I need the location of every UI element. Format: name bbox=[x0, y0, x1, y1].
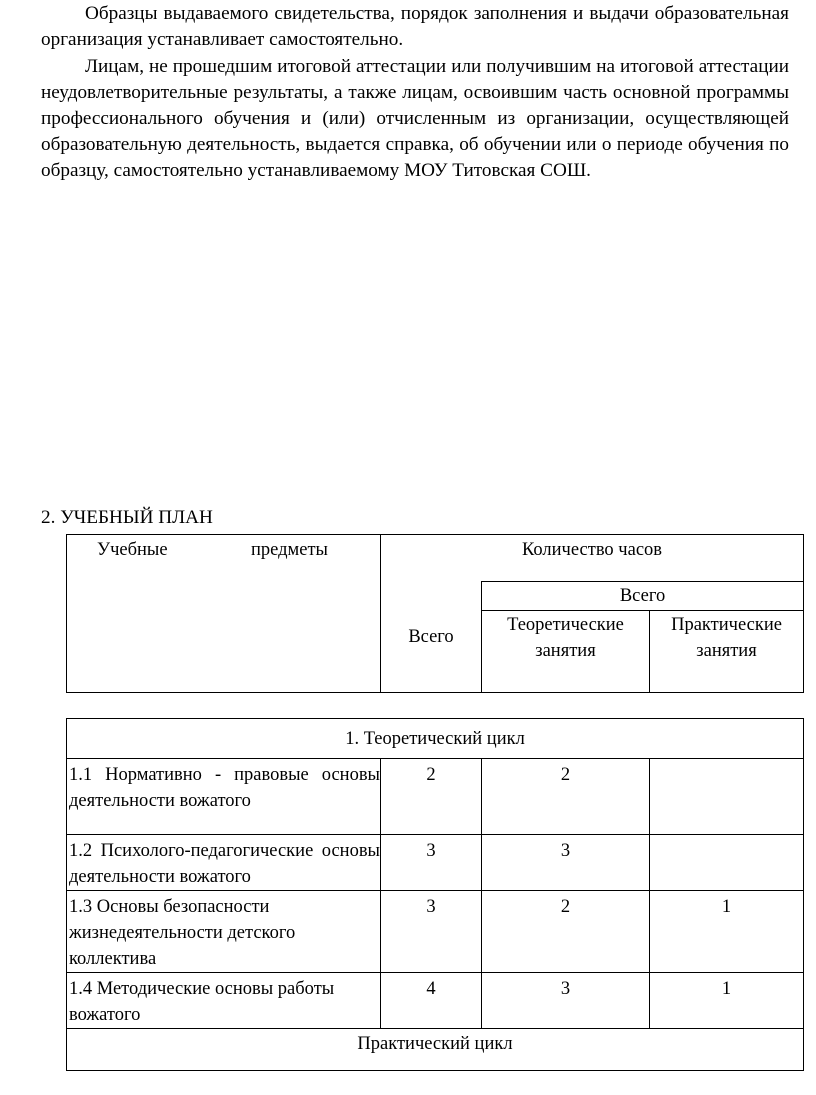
row-practice: 1 bbox=[650, 891, 804, 973]
row-theory: 3 bbox=[482, 835, 650, 891]
row-name: 1.3 Основы безопасности жизнедеятельности детского коллектива bbox=[67, 891, 381, 973]
table-row bbox=[67, 973, 804, 1029]
row-theory: 2 bbox=[482, 759, 650, 835]
intro-paragraph-2: Лицам, не прошедшим итоговой аттестации или получившим на итоговой аттестации неудовлетворительные результаты, а также лицам, освоившим часть основной программы профессионального обучения и (или) отчисленным из организации, осуществляющей образовательную деятельность, выдается справка, об обучении или о периоде обучения по образцу, самостоятельно устанавливаемому МОУ Титовская СОШ. bbox=[41, 56, 789, 181]
row-theory: 2 bbox=[482, 891, 650, 973]
row-name: 1.4 Методические основы работы вожатого bbox=[67, 973, 381, 1029]
plan-header-table bbox=[66, 534, 804, 693]
table-row bbox=[67, 835, 804, 891]
section-title: 2. УЧЕБНЫЙ ПЛАН bbox=[41, 507, 213, 528]
header-hours: Количество часов bbox=[381, 535, 804, 582]
header-total: Всего bbox=[381, 582, 482, 693]
row-practice bbox=[650, 759, 804, 835]
plan-body-table bbox=[66, 718, 804, 1071]
row-practice bbox=[650, 835, 804, 891]
intro-paragraph-1: Образцы выдаваемого свидетельства, порядок заполнения и выдачи образовательная организация устанавливает самостоятельно. bbox=[41, 3, 789, 50]
practice-cycle-heading: Практический цикл bbox=[67, 1029, 804, 1071]
row-total: 3 bbox=[381, 835, 482, 891]
theory-cycle-heading: 1. Теоретический цикл bbox=[67, 719, 804, 759]
table-row bbox=[67, 759, 804, 835]
header-subjects-word1: Учебные bbox=[97, 540, 168, 560]
row-total: 3 bbox=[381, 891, 482, 973]
header-subjects bbox=[67, 535, 381, 693]
table-row bbox=[67, 891, 804, 973]
row-total: 4 bbox=[381, 973, 482, 1029]
row-total: 2 bbox=[381, 759, 482, 835]
row-name: 1.1 Нормативно - правовые основы деятельности вожатого bbox=[67, 759, 381, 835]
row-name: 1.2 Психолого-педагогические основы деятельности вожатого bbox=[67, 835, 381, 891]
header-theory: Теоретические занятия bbox=[482, 611, 650, 693]
header-practice: Практические занятия bbox=[650, 611, 804, 693]
header-subjects-word2: предметы bbox=[251, 540, 328, 560]
row-practice: 1 bbox=[650, 973, 804, 1029]
row-theory: 3 bbox=[482, 973, 650, 1029]
header-total-sub: Всего bbox=[482, 582, 804, 611]
